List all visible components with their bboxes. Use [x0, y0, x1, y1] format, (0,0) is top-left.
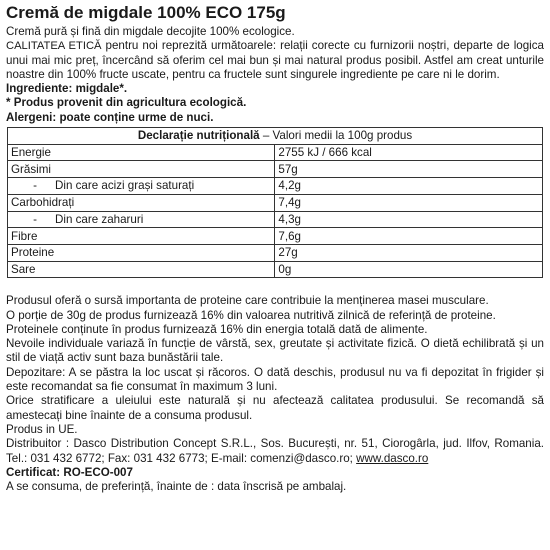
nutrition-row [8, 144, 543, 161]
nutrient-value: 27g [275, 244, 543, 261]
nutrition-header-title: Declarație nutrițională [137, 129, 260, 143]
nutrient-name-cell [8, 194, 275, 211]
nutrient-value: 7,6g [275, 228, 543, 245]
nutrient-name-cell [8, 178, 275, 195]
nutrient-name-cell [8, 161, 275, 178]
distributor-text: Distribuitor : Dasco Distribution Concept S.R.L., Sos. București, nr. 51, Ciorogârla, jud. Ilfov, Romania. Tel.: 031 432 6772; Fax: 031 432 6773; E-mail: comenzi@dasco.ro; [6, 437, 544, 465]
nutrition-header-cell [8, 128, 543, 145]
ethics-paragraph [6, 39, 544, 82]
nutrient-value: 57g [275, 161, 543, 178]
nutrient-name: Din care acizi grași saturați [55, 179, 195, 193]
nutrition-header-subtitle: – Valori medii la 100g produs [259, 129, 413, 143]
nutrition-row [8, 194, 543, 211]
ethics-text: pentru noi reprezită următoarele: relații corecte cu furnizorii noștri, departe de logica unui mai mic preț, încercând să oferim cel mai bun și mai natural produs posibil. Astfel am creat unturile noastre din 100% fructe uscate, pentru ca fructele sunt singurele ingrediente pe care ni le dorim. [6, 39, 544, 81]
nutrition-row [8, 261, 543, 278]
nutrition-row [8, 228, 543, 245]
allergens: Alergeni: poate conține urme de nuci. [6, 110, 214, 124]
nutrient-name: Proteine [11, 246, 55, 260]
product-label [6, 2, 544, 494]
claim-paragraph: Proteinele conținute în produs furnizează 16% din energia totală dată de alimente. [6, 322, 428, 336]
nutrient-value: 4,3g [275, 211, 543, 228]
nutrient-value: 7,4g [275, 194, 543, 211]
claim-paragraph: Depozitare: A se păstra la loc uscat și răcoros. O dată deschis, produsul nu va fi depozitat în frigider și este recomandat sa fie consumat în maximum 3 luni. [6, 365, 544, 394]
claim-paragraph: Orice stratificare a uleiului este naturală și nu afectează calitatea produsului. Se recomandă să amestecați bine înainte de a consuma produsul. [6, 394, 544, 422]
certificate: Certificat: RO-ECO-007 [6, 465, 133, 479]
claim-paragraph: O porție de 30g de produs furnizează 16% din valoarea nutritivă zilnică de referință de proteine. [6, 308, 496, 322]
nutrient-name: Energie [11, 146, 51, 160]
nutrition-row [8, 211, 543, 228]
ethics-heading: CALITATEA ETICĂ [6, 40, 102, 53]
nutrient-name-cell [8, 211, 275, 228]
distributor-info [6, 437, 544, 466]
nutrient-name: Grăsimi [11, 162, 51, 176]
organic-note: * Produs provenit din agricultura ecologică. [6, 96, 247, 110]
intro-text: Cremă pură și fină din migdale decojite 100% ecologice. [6, 25, 295, 38]
nutrient-name: Din care zaharuri [55, 212, 144, 226]
nutrition-row [8, 244, 543, 261]
nutrition-row [8, 161, 543, 178]
product-title: Cremă de migdale 100% ECO 175g [6, 3, 286, 22]
nutrient-name-cell [8, 144, 275, 161]
nutrient-name: Sare [11, 262, 36, 276]
website-link[interactable]: www.dasco.ro [356, 451, 429, 465]
nutrient-value: 0g [275, 261, 543, 278]
claim-paragraph: Produsul oferă o sursă importanta de proteine care contribuie la menținerea masei musculare. [6, 294, 489, 308]
sub-item-dash: - [33, 179, 37, 193]
nutrition-table-header [8, 128, 543, 145]
claim-paragraph: Nevoile individuale variază în funcție de vârstă, sex, greutate și activitate fizică. O dietă echilibrată și un stil de viață activ sunt baza bunăstării tale. [6, 337, 544, 365]
nutrition-table [7, 127, 543, 278]
best-before: A se consuma, de preferință, înainte de : data înscrisă pe ambalaj. [6, 480, 347, 494]
claim-paragraph: Produs in UE. [6, 422, 78, 436]
nutrient-name: Fibre [11, 229, 38, 243]
spacer [6, 278, 544, 294]
nutrient-value: 2755 kJ / 666 kcal [275, 144, 543, 161]
nutrient-name-cell [8, 261, 275, 278]
ingredients: Ingrediente: migdale*. [6, 82, 128, 96]
sub-item-dash: - [33, 212, 37, 226]
nutrient-name-cell [8, 244, 275, 261]
claims-section [6, 294, 544, 437]
nutrient-name-cell [8, 228, 275, 245]
nutrient-name: Carbohidrați [11, 196, 75, 210]
nutrient-value: 4,2g [275, 178, 543, 195]
nutrition-row [8, 178, 543, 195]
